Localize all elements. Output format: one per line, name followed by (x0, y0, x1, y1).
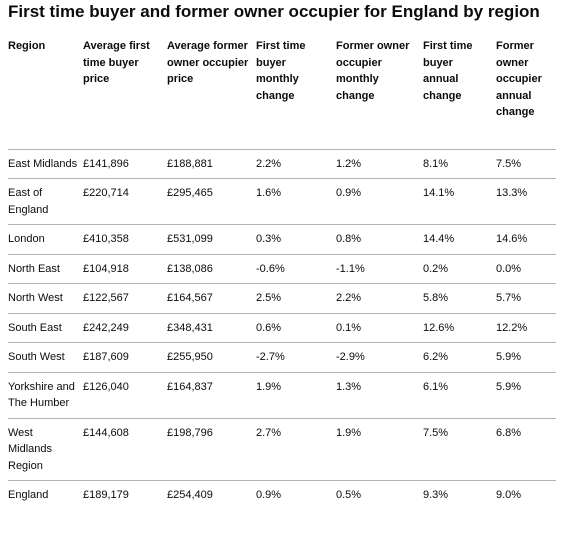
first-time-buyer-price-cell: £242,249 (83, 321, 129, 334)
page-title: First time buyer and former owner occupier for England by region (8, 2, 540, 21)
region-cell: England (8, 489, 49, 501)
column-header-first-time-buyer-annual-change: First time buyer annual change (423, 40, 473, 102)
former-owner-monthly-change-cell: 0.1% (336, 321, 362, 334)
column-header-region: Region (8, 40, 46, 52)
first-time-buyer-monthly-change-cell: 2.2% (256, 157, 282, 170)
table-row (8, 481, 556, 508)
first-time-buyer-annual-change-cell: 9.3% (423, 489, 449, 501)
former-owner-annual-change-cell: 6.8% (496, 426, 522, 439)
former-owner-price-cell: £295,465 (167, 187, 213, 199)
page (0, 2, 564, 557)
former-owner-monthly-change-cell: 2.2% (336, 292, 362, 304)
first-time-buyer-price-cell: £104,918 (83, 262, 129, 275)
first-time-buyer-price-cell: £144,608 (83, 426, 129, 439)
first-time-buyer-annual-change-cell: 7.5% (423, 426, 449, 439)
former-owner-monthly-change-cell: 1.3% (336, 380, 362, 393)
former-owner-monthly-change-cell: 0.9% (336, 187, 362, 199)
first-time-buyer-monthly-change-cell: 1.6% (256, 187, 282, 199)
first-time-buyer-monthly-change-cell: 2.7% (256, 426, 282, 439)
region-cell: South West (8, 351, 65, 363)
former-owner-annual-change-cell: 7.5% (496, 157, 522, 170)
former-owner-annual-change-cell: 5.7% (496, 292, 522, 304)
former-owner-price-cell: £164,837 (167, 380, 213, 393)
former-owner-price-cell: £255,950 (167, 351, 213, 363)
first-time-buyer-annual-change-cell: 12.6% (423, 321, 455, 334)
region-cell: South East (8, 321, 62, 334)
former-owner-monthly-change-cell: 1.9% (336, 426, 362, 439)
table-row (8, 372, 556, 418)
former-owner-price-cell: £531,099 (167, 233, 213, 245)
former-owner-price-cell: £254,409 (167, 489, 213, 501)
first-time-buyer-price-cell: £122,567 (83, 292, 129, 304)
former-owner-monthly-change-cell: -2.9% (336, 351, 365, 363)
first-time-buyer-annual-change-cell: 5.8% (423, 292, 449, 304)
column-header-first-time-buyer-monthly-change: First time buyer monthly change (256, 40, 306, 102)
region-price-table (8, 38, 556, 508)
former-owner-price-cell: £198,796 (167, 426, 213, 439)
region-cell: North West (8, 292, 63, 304)
former-owner-price-cell: £188,881 (167, 157, 213, 170)
former-owner-annual-change-cell: 0.0% (496, 262, 522, 275)
first-time-buyer-price-cell: £410,358 (83, 233, 129, 245)
column-header-former-owner-occupier-annual-change: Former owner occupier annual change (496, 40, 542, 118)
former-owner-price-cell: £348,431 (167, 321, 213, 334)
former-owner-price-cell: £164,567 (167, 292, 213, 304)
table-row (8, 179, 556, 225)
first-time-buyer-price-cell: £126,040 (83, 380, 129, 393)
table-row (8, 313, 556, 343)
former-owner-price-cell: £138,086 (167, 262, 213, 275)
former-owner-annual-change-cell: 5.9% (496, 380, 522, 393)
table-header-row (8, 38, 556, 149)
former-owner-annual-change-cell: 13.3% (496, 187, 528, 199)
region-cell: London (8, 233, 45, 245)
column-header-former-owner-occupier-monthly-change: Former owner occupier monthly change (336, 40, 410, 102)
first-time-buyer-monthly-change-cell: 0.9% (256, 489, 282, 501)
region-cell: North East (8, 262, 60, 275)
table-row (8, 149, 556, 179)
former-owner-annual-change-cell: 5.9% (496, 351, 522, 363)
column-header-average-former-owner-occupier-price: Average former owner occupier price (167, 40, 249, 85)
region-cell: Yorkshire and The Humber (8, 380, 75, 409)
former-owner-monthly-change-cell: -1.1% (336, 262, 365, 275)
first-time-buyer-monthly-change-cell: 0.6% (256, 321, 282, 334)
first-time-buyer-monthly-change-cell: 1.9% (256, 380, 282, 393)
table-row (8, 418, 556, 481)
first-time-buyer-price-cell: £220,714 (83, 187, 129, 199)
first-time-buyer-annual-change-cell: 6.2% (423, 351, 449, 363)
first-time-buyer-annual-change-cell: 14.1% (423, 187, 455, 199)
first-time-buyer-annual-change-cell: 0.2% (423, 262, 449, 275)
former-owner-monthly-change-cell: 1.2% (336, 157, 362, 170)
first-time-buyer-price-cell: £189,179 (83, 489, 129, 501)
first-time-buyer-price-cell: £141,896 (83, 157, 129, 170)
table-row (8, 225, 556, 255)
former-owner-monthly-change-cell: 0.5% (336, 489, 362, 501)
first-time-buyer-monthly-change-cell: -0.6% (256, 262, 285, 275)
former-owner-annual-change-cell: 14.6% (496, 233, 528, 245)
table-row (8, 343, 556, 373)
first-time-buyer-annual-change-cell: 6.1% (423, 380, 449, 393)
first-time-buyer-monthly-change-cell: 0.3% (256, 233, 282, 245)
former-owner-monthly-change-cell: 0.8% (336, 233, 362, 245)
region-cell: East of England (8, 187, 49, 216)
former-owner-annual-change-cell: 12.2% (496, 321, 528, 334)
first-time-buyer-price-cell: £187,609 (83, 351, 129, 363)
region-cell: West Midlands Region (8, 426, 53, 472)
former-owner-annual-change-cell: 9.0% (496, 489, 522, 501)
table-row (8, 284, 556, 314)
first-time-buyer-annual-change-cell: 14.4% (423, 233, 455, 245)
column-header-average-first-time-buyer-price: Average first time buyer price (83, 40, 150, 85)
table-row (8, 254, 556, 284)
first-time-buyer-monthly-change-cell: 2.5% (256, 292, 282, 304)
first-time-buyer-annual-change-cell: 8.1% (423, 157, 449, 170)
first-time-buyer-monthly-change-cell: -2.7% (256, 351, 285, 363)
region-cell: East Midlands (8, 157, 78, 170)
